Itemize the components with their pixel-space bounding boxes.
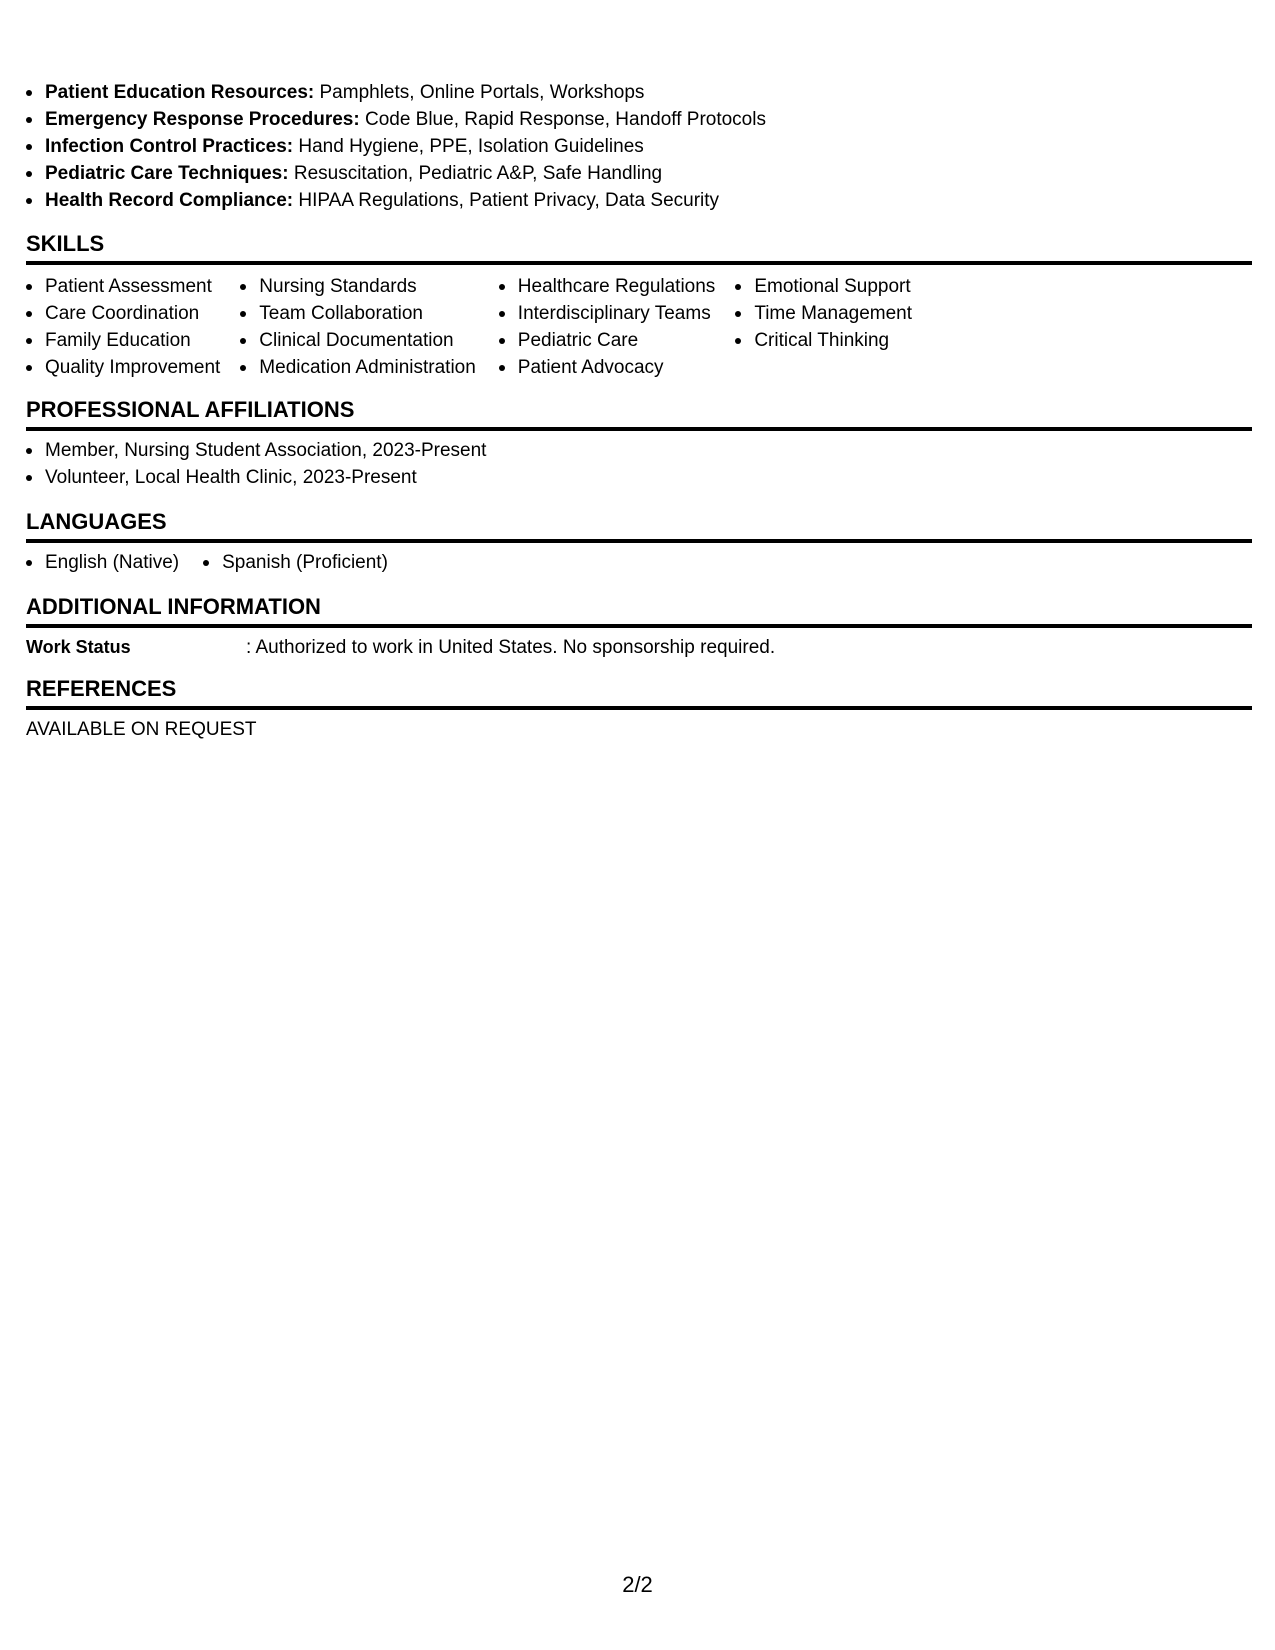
work-status-value: : Authorized to work in United States. No sponsorship required. <box>246 637 776 658</box>
skills-column <box>26 273 220 381</box>
language-item: Spanish (Proficient) <box>203 549 388 576</box>
skills-grid <box>26 273 932 381</box>
competency-label: Pediatric Care Techniques: <box>45 163 289 184</box>
references-text: AVAILABLE ON REQUEST <box>26 719 257 740</box>
additional-info-heading: ADDITIONAL INFORMATION <box>26 594 1252 628</box>
skills-heading: SKILLS <box>26 231 1252 265</box>
competency-item <box>26 187 766 214</box>
languages-list <box>26 549 412 576</box>
competency-text: Code Blue, Rapid Response, Handoff Protocols <box>359 109 766 130</box>
skill-item: Critical Thinking <box>735 327 912 354</box>
affiliations-list <box>26 437 486 491</box>
skill-item: Care Coordination <box>26 300 220 327</box>
competency-label: Emergency Response Procedures: <box>45 109 360 130</box>
competency-label: Patient Education Resources: <box>45 82 315 103</box>
skill-item: Clinical Documentation <box>240 327 476 354</box>
competencies-list <box>26 79 766 214</box>
references-heading: REFERENCES <box>26 676 1252 710</box>
competency-text: Hand Hygiene, PPE, Isolation Guidelines <box>293 136 644 157</box>
skill-item: Family Education <box>26 327 220 354</box>
competency-item <box>26 79 766 106</box>
competency-label: Infection Control Practices: <box>45 136 294 157</box>
affiliation-item: Volunteer, Local Health Clinic, 2023-Present <box>26 464 486 491</box>
languages-heading: LANGUAGES <box>26 509 1252 543</box>
skill-item: Quality Improvement <box>26 354 220 381</box>
skills-column <box>499 273 716 381</box>
competency-text: Pamphlets, Online Portals, Workshops <box>314 82 645 103</box>
skill-item: Nursing Standards <box>240 273 476 300</box>
competency-text: Resuscitation, Pediatric A&P, Safe Handling <box>288 163 663 184</box>
skill-item: Team Collaboration <box>240 300 476 327</box>
competency-text: HIPAA Regulations, Patient Privacy, Data Security <box>293 190 720 211</box>
competency-item <box>26 160 766 187</box>
language-item: English (Native) <box>26 549 179 576</box>
skills-column <box>240 273 476 381</box>
competency-item <box>26 133 766 160</box>
skill-item: Patient Advocacy <box>499 354 716 381</box>
competency-label: Health Record Compliance: <box>45 190 294 211</box>
skill-item: Patient Assessment <box>26 273 220 300</box>
competency-item <box>26 106 766 133</box>
page-number: 2/2 <box>622 1572 653 1597</box>
skill-item: Healthcare Regulations <box>499 273 716 300</box>
skill-item: Medication Administration <box>240 354 476 381</box>
work-status-row <box>26 634 775 661</box>
skill-item: Time Management <box>735 300 912 327</box>
skill-item: Emotional Support <box>735 273 912 300</box>
skill-item: Pediatric Care <box>499 327 716 354</box>
skill-item: Interdisciplinary Teams <box>499 300 716 327</box>
work-status-label: Work Status <box>26 637 131 657</box>
affiliation-item: Member, Nursing Student Association, 2023-Present <box>26 437 486 464</box>
skills-column <box>735 273 912 381</box>
affiliations-heading: PROFESSIONAL AFFILIATIONS <box>26 397 1252 431</box>
